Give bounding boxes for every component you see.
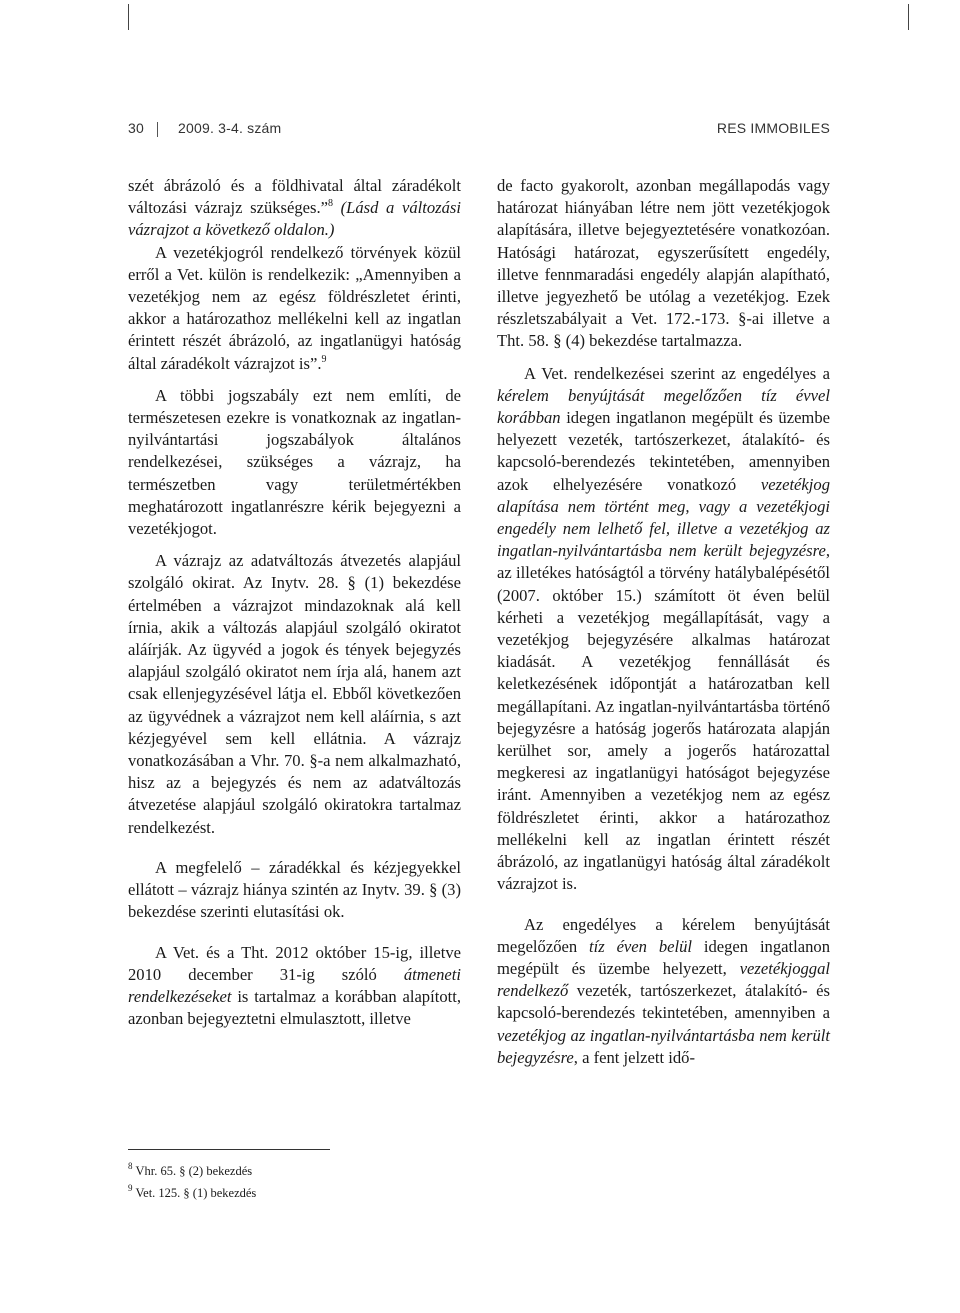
text-run: A vezetékjogról rendelkező törvények közül erről a Vet. külön is rendelkezik: „Amennyiben a vezetékjog nem az egész földrészletet érinti, akkor a határozathoz mellékelni kell az ingatlan érintett részét ábrázoló, az ingatlanügyi hatóság által záradékolt vázrajzot is”. <box>128 242 461 373</box>
paragraph: A vázrajz az adatváltozás átvezetés alapjául szolgáló okirat. Az Inytv. 28. § (1) bekezdése értelmében a vázrajzot mindazoknak alá kell írnia, akik a változás alapjául szolgáló okiratot aláírják. Az ügyvéd a jogok és tények bejegyzés alapjául szolgáló okiratot nem írja alá, hanem azt csak ellenjegyzésével látja el. Ebből következően az ügyvédnek a vázrajzot nem kell aláírnia, s azt kézjegyével sem kell ellátnia. A vázrajz vonatkozásában a Vhr. 70. §-a nem alkalmazható, hisz az a bejegyzés és nem az adatváltozás átvezetése alapjául szolgáló okiratokra tartalmaz rendelkezést. <box>128 551 461 837</box>
crop-mark-left <box>128 4 129 30</box>
paragraph: A többi jogszabály ezt nem említi, de természetesen ezekre is vonatkoznak az ingatlan-nyilvántartási jogszabályok általános rendelkezései, szükséges a vázrajz, ha természetben vagy területmértékben meghatározott ingatlanrészre kérik bejegyezni a vezetékjogot. <box>128 385 461 539</box>
paragraph <box>128 942 461 1031</box>
paragraph <box>497 914 830 1069</box>
text-run: , a fent jelzett idő- <box>573 1047 695 1067</box>
footnote-text: Vhr. 65. § (2) bekezdés <box>135 1164 253 1178</box>
crop-mark-right <box>908 4 909 30</box>
text-run-italic: kérelem benyújtását megelőzően tíz évvel korábban <box>497 385 830 428</box>
text-run-italic: vezetékjog az ingatlan-nyilvántartásba nem került bejegyzésre <box>497 1025 830 1067</box>
page-number: 30 <box>128 120 144 136</box>
footnote-mark: 9 <box>128 1183 133 1193</box>
paragraph <box>128 242 461 375</box>
paragraph: de facto gyakorolt, azonban megállapodás vagy határozat hiányában létre nem jött vezetékjogok alapítására, illetve bejegyeztetésére vonatkozóan. Hatósági határozat, egyszerűsített engedély, illetve fennmaradási engedély alapján alapítható, illetve jegyezhető be utólag a vezetékjog. Ezek részletszabályait a Vet. 172.-173. §-ai illetve a Tht. 58. § (4) bekezdése tartalmazza. <box>497 176 830 351</box>
footnote-rule <box>128 1149 330 1150</box>
header-separator <box>157 122 158 137</box>
paragraph: A megfelelő – záradékkal és kézjegyekkel ellátott – vázrajz hiánya szintén az Inytv. 39. § (3) bekezdése szerinti elutasítási ok. <box>128 857 461 922</box>
footnote-ref: 8 <box>328 198 333 210</box>
text-run: , az illetékes hatóságtól a törvény hatálybalépésétől (2007. október 15.) számított öt éven belül kérheti a vezetékjog megállapítását, vagy a vezetékjog bejegyzésére alkalmas határozat kiadását. A vezetékjog fennállását és keletkezésének időpontját a határozatban kell megállapítani. Az ingatlan-nyilvántartásba történő bejegyzésre a hatóság jogerős határozata alapján kerülhet sor, amely a jogerős határozattal megkeresi az ingatlanügyi hatóságot bejegyzése iránt. Amennyiben a vezetékjog nem az egész földrészletet érinti, akkor a határozathoz mellékelni kell az ingatlan érintett részét ábrázoló, az ingatlanügyi hatóság által záradékolt vázrajzot is. <box>497 541 830 894</box>
issue-label: 2009. 3-4. szám <box>178 120 282 136</box>
text-run-italic: vezetékjog alapítása nem történt meg, vagy a vezetékjogi engedély nem lelhető fel, illetve a vezetékjog az ingatlan-nyilvántartásba nem került bejegyzésre <box>497 474 830 561</box>
text-run-italic: tíz éven belül <box>589 936 692 956</box>
footnote <box>128 1182 528 1204</box>
text-run-italic: vezetékjoggal rendelkező <box>497 958 830 1001</box>
left-column <box>128 175 461 1030</box>
text-run: A Vet. rendelkezései szerint az engedélyes a <box>524 363 830 383</box>
text-run: szét ábrázoló és a földhivatal által záradékolt változási vázrajz szükséges.” <box>128 176 461 218</box>
footnote-text: Vet. 125. § (1) bekezdés <box>135 1186 257 1200</box>
running-header <box>128 120 830 142</box>
text-run: A Vet. és a Tht. 2012 október 15-ig, illetve 2010 december 31-ig szóló <box>128 942 461 984</box>
footnote-ref: 9 <box>321 353 327 365</box>
paragraph <box>128 175 461 242</box>
text-run: Az engedélyes a kérelem benyújtását megelőzően <box>497 914 830 956</box>
footnote-mark: 8 <box>128 1161 133 1171</box>
right-column <box>497 175 830 1069</box>
journal-title: RES IMMOBILES <box>716 120 830 136</box>
paragraph <box>497 363 830 896</box>
text-run: idegen ingatlanon megépült és üzembe helyezett vezeték, tartószerkezet, átalakító- és kapcsoló-berendezés tekintetében, amennyiben azok elhelyezésére vonatkozó <box>497 408 830 494</box>
footnote <box>128 1160 528 1182</box>
text-run: is tartalmaz a korábban alapított, azonban bejegyeztetni elmulasztott, illetve <box>128 986 461 1029</box>
text-run-italic: átmeneti rendelkezéseket <box>128 964 461 1006</box>
text-run: idegen ingatlanon megépült és üzembe helyezett, <box>497 936 830 978</box>
text-run: vezeték, tartószerkezet, átalakító- és kapcsoló-berendezés tekintetében, amennyiben a <box>497 981 830 1023</box>
footnotes <box>128 1160 528 1204</box>
text-run-italic: (Lásd a változási vázrajzot a következő oldalon.) <box>128 198 461 240</box>
